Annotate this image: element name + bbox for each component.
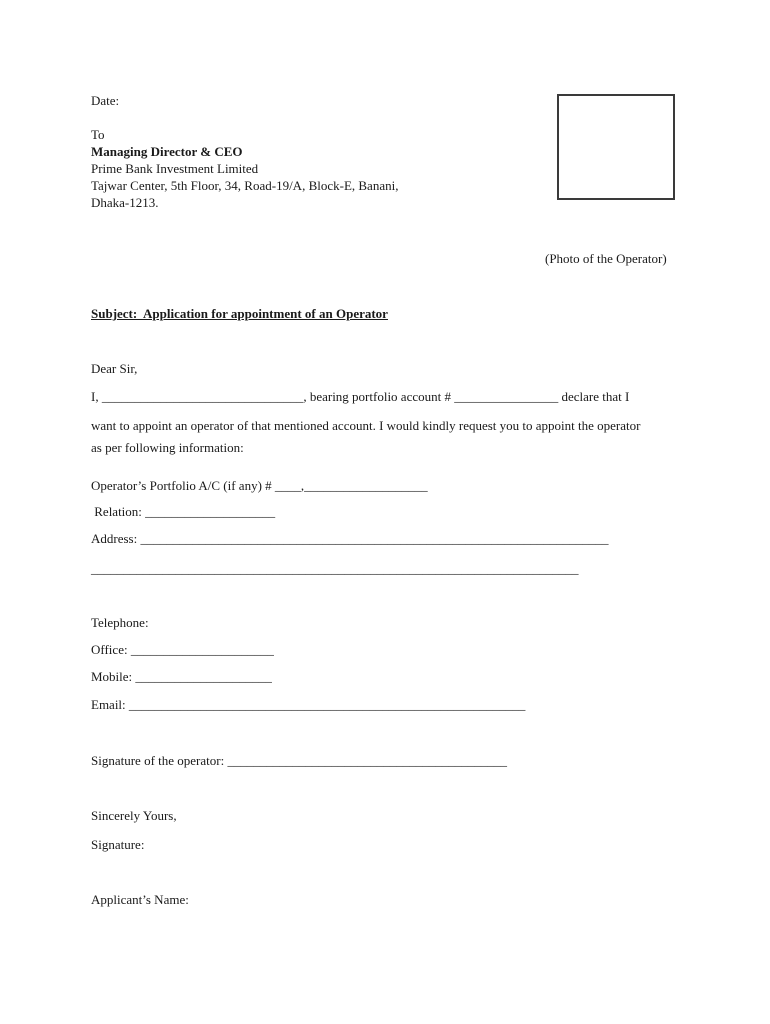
- body-line-1: I, _______________________________, bearing portfolio account # ________________ declare that I: [91, 389, 630, 404]
- mobile-phone-field: Mobile: _____________________: [91, 669, 272, 684]
- email-field: Email: _____________________________________________________________: [91, 697, 526, 712]
- applicant-name-label: Applicant’s Name:: [91, 892, 189, 907]
- address-line-1: Tajwar Center, 5th Floor, 34, Road-19/A, Block-E, Banani,: [91, 178, 399, 193]
- operator-signature-field: Signature of the operator: ___________________________________________: [91, 753, 507, 768]
- body-line-2: want to appoint an operator of that mentioned account. I would kindly request you to appoint the operator: [91, 418, 641, 433]
- date-label: Date:: [91, 93, 120, 108]
- signature-label: Signature:: [91, 837, 145, 852]
- address-field-continued: ___________________________________________________________________________: [91, 561, 579, 576]
- address-field: Address: ________________________________________________________________________: [91, 531, 609, 546]
- company-name: Prime Bank Investment Limited: [91, 161, 259, 176]
- sincerely-yours: Sincerely Yours,: [91, 808, 177, 823]
- portfolio-field: Operator’s Portfolio A/C (if any) # ____,___________________: [91, 478, 428, 493]
- relation-field: Relation: ____________________: [91, 504, 276, 519]
- office-phone-field: Office: ______________________: [91, 642, 274, 657]
- telephone-label: Telephone:: [91, 615, 149, 630]
- address-line-2: Dhaka-1213.: [91, 195, 159, 210]
- recipient-title: Managing Director & CEO: [91, 144, 243, 159]
- salutation: Dear Sir,: [91, 361, 138, 376]
- photo-box: [557, 94, 675, 200]
- subject-line: Subject: Application for appointment of an Operator: [91, 306, 388, 321]
- to-label: To: [91, 127, 105, 142]
- body-line-3: as per following information:: [91, 440, 244, 455]
- photo-caption: (Photo of the Operator): [545, 251, 667, 266]
